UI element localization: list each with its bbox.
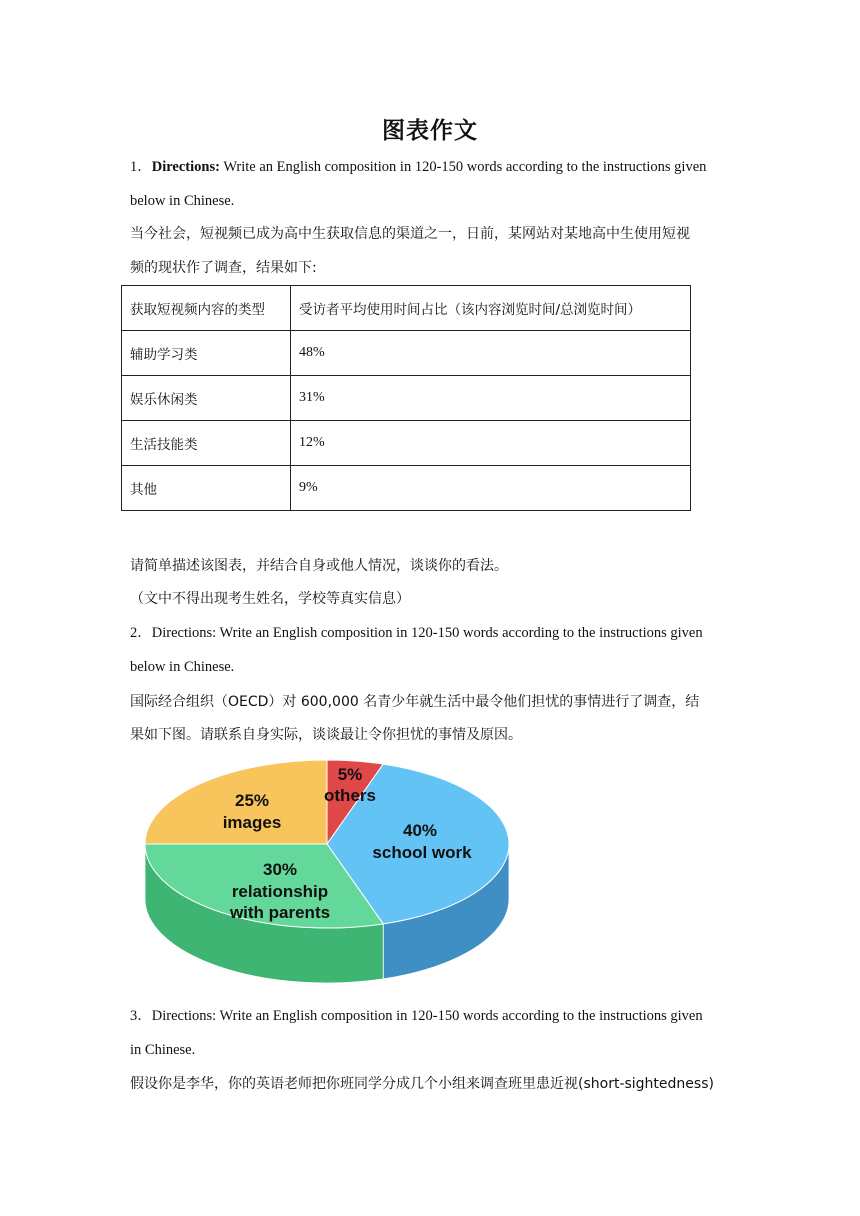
q1-directions-label: Directions:	[151, 159, 220, 175]
table-cell-type: 生活技能类	[122, 421, 291, 466]
q1-directions-line2: below in Chinese.	[130, 193, 235, 209]
q3-number: 3．	[130, 1008, 152, 1024]
pie-pct-label-images: 25%	[234, 791, 270, 810]
q3-chinese-line1: 假设你是李华，你的英语老师把你班同学分成几个小组来调查班里患近视(short-sightedness)	[130, 1076, 714, 1092]
q3-directions-text: Directions: Write an English composition in 120-150 words according to the instructions given	[151, 1008, 703, 1024]
pie-category-label-images: images	[222, 813, 282, 832]
q2-directions-text: Directions: Write an English composition in 120-150 words according to the instructions given	[151, 625, 703, 641]
q2-chinese-line1: 国际经合组织（OECD）对 600,000 名青少年就生活中最令他们担忧的事情进行了调查，结	[130, 694, 700, 710]
pie-category-label-relationship-with-parents: relationship	[231, 882, 329, 901]
table-cell-percent: 12%	[291, 421, 691, 466]
pie-category-label-relationship-with-parents: with parents	[229, 903, 331, 922]
page-title: 图表作文	[382, 118, 478, 144]
q3-directions-line1	[130, 999, 730, 1033]
q2-number: 2．	[130, 625, 152, 641]
pie-pct-label-others: 5%	[337, 765, 363, 784]
pie-category-label-school-work: school work	[372, 843, 472, 862]
survey-table	[121, 285, 691, 511]
table-cell-percent: 31%	[291, 376, 691, 421]
q3-directions-line2: in Chinese.	[130, 1042, 196, 1058]
pie-pct-label-school-work: 40%	[402, 821, 438, 840]
table-header-row	[122, 286, 691, 331]
q2-chinese-line2: 果如下图。请联系自身实际，谈谈最让令你担忧的事情及原因。	[130, 727, 522, 743]
table-row	[122, 421, 691, 466]
table-header-cell: 受访者平均使用时间占比（该内容浏览时间/总浏览时间）	[291, 286, 691, 331]
table-row	[122, 331, 691, 376]
table-row	[122, 466, 691, 511]
pie-pct-label-relationship-with-parents: 30%	[262, 860, 298, 879]
q1-directions-text: Write an English composition in 120-150 words according to the instructions given	[219, 159, 707, 175]
q1-note-line: （文中不得出现考生姓名，学校等真实信息）	[130, 591, 410, 607]
table-header-cell: 获取短视频内容的类型	[122, 286, 291, 331]
q2-directions-line2: below in Chinese.	[130, 659, 235, 675]
pie-category-label-others: others	[324, 786, 376, 805]
worries-pie-chart	[120, 752, 520, 1002]
q2-directions-line1	[130, 616, 730, 650]
table-cell-type: 辅助学习类	[122, 331, 291, 376]
q1-chinese-line2: 频的现状作了调查，结果如下:	[130, 260, 317, 276]
table-row	[122, 376, 691, 421]
q1-instruction-line: 请简单描述该图表，并结合自身或他人情况，谈谈你的看法。	[130, 558, 508, 574]
q1-number: 1．	[130, 159, 152, 175]
table-cell-percent: 9%	[291, 466, 691, 511]
table-cell-percent: 48%	[291, 331, 691, 376]
q1-directions-line1	[130, 150, 730, 184]
q1-chinese-line1: 当今社会，短视频已成为高中生获取信息的渠道之一，日前，某网站对某地高中生使用短视	[130, 226, 690, 242]
table-cell-type: 娱乐休闲类	[122, 376, 291, 421]
table-cell-type: 其他	[122, 466, 291, 511]
